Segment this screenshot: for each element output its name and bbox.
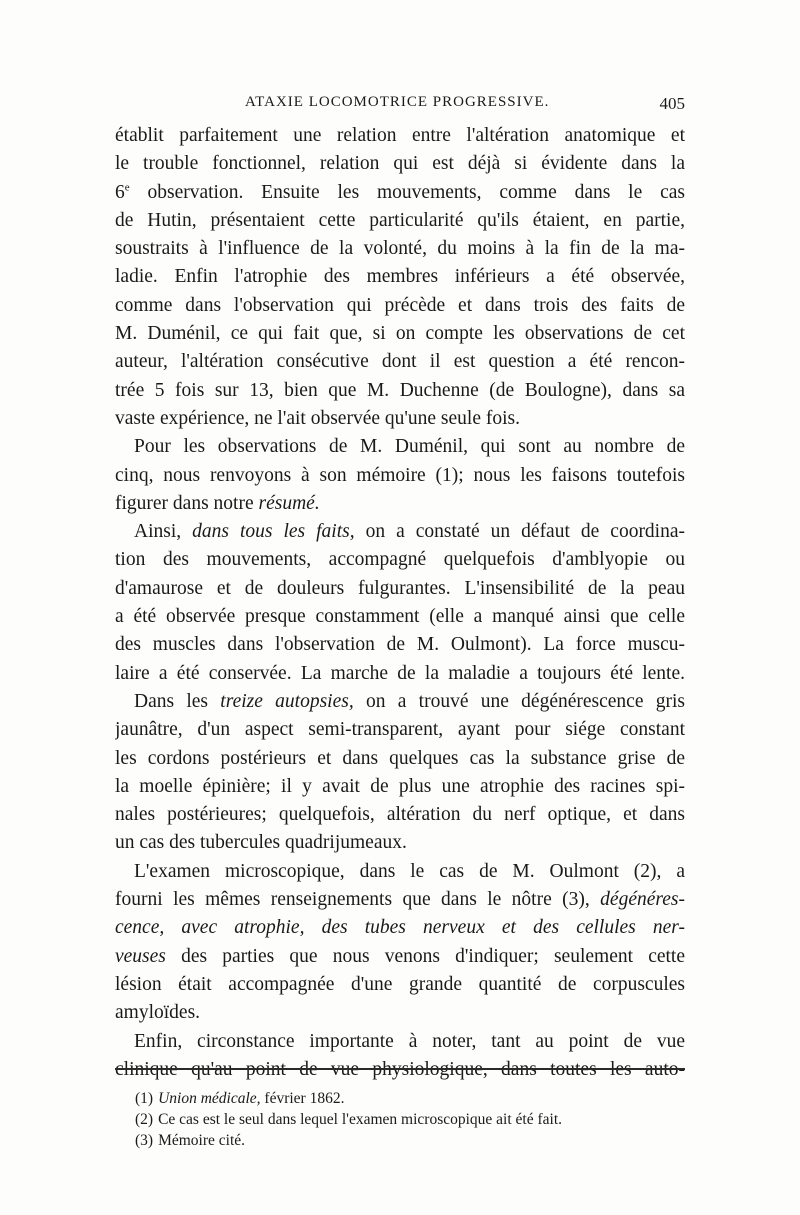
footnotes (135, 1088, 685, 1151)
text-line: M. Duménil, ce qui fait que, si on compte les observations de cet (115, 323, 685, 345)
text-line: le trouble fonctionnel, relation qui est déjà si évidente dans la (115, 153, 685, 175)
text-line: auteur, l'altération consécutive dont il est question a été rencon- (115, 351, 685, 373)
text-line: L'examen microscopique, dans le cas de M. Oulmont (2), a (134, 860, 685, 882)
text-line: soustraits à l'influence de la volonté, du moins à la fin de la ma- (115, 238, 685, 260)
text-line: établit parfaitement une relation entre l'altération anatomique et (115, 125, 685, 146)
footnote-divider (115, 1068, 685, 1070)
footnote-1: (1) Union médicale, février 1862. (135, 1090, 345, 1107)
running-head (115, 94, 685, 118)
text-line: des muscles dans l'observation de M. Oulmont). La force muscu- (115, 634, 685, 656)
text-line: nales postérieures; quelquefois, altération du nerf optique, et dans (115, 804, 685, 826)
text-line: amyloïdes. (115, 1002, 201, 1024)
footnote-3: (3) Mémoire cité. (135, 1132, 246, 1149)
text-line: tion des mouvements, accompagné quelquefois d'amblyopie ou (115, 549, 685, 571)
text-line: jaunâtre, d'un aspect semi-transparent, ayant pour siége constant (115, 719, 685, 741)
text-line: 6e observation. Ensuite les mouvements, comme dans le cas (115, 181, 685, 203)
text-line: figurer dans notre résumé. (115, 492, 320, 514)
text-line: a été observée presque constamment (elle a manqué ainsi que celle (115, 606, 685, 628)
text-line: les cordons postérieurs et dans quelques cas la substance grise de (115, 747, 685, 769)
italic-term: veuses (115, 945, 166, 967)
italic-term: treize autopsies, (220, 690, 354, 712)
text-line: trée 5 fois sur 13, bien que M. Duchenne (de Boulogne), dans sa (115, 379, 685, 401)
text-line: ladie. Enfin l'atrophie des membres inférieurs a été observée, (115, 266, 685, 288)
text-line: Dans les treize autopsies, on a trouvé une dégénérescence gris (134, 690, 685, 712)
text-line: lésion était accompagnée d'une grande quantité de corpuscules (115, 973, 685, 995)
text-line: laire a été conservée. La marche de la maladie a toujours été lente. (115, 662, 685, 684)
body-text (115, 122, 685, 1084)
italic-term: dans tous les faits, (192, 521, 355, 543)
text-line: Enfin, circonstance importante à noter, tant au point de vue (134, 1030, 685, 1052)
text-line: un cas des tubercules quadrijumeaux. (115, 832, 407, 854)
page-number: 405 (659, 94, 685, 113)
text-line: comme dans l'observation qui précède et dans trois des faits de (115, 294, 685, 316)
ordinal-superscript: e (124, 181, 130, 194)
footnote-2: (2) Ce cas est le seul dans lequel l'examen microscopique ait été fait. (135, 1111, 563, 1128)
italic-term: cence, avec atrophie, des tubes nerveux et des cellules ner- (115, 917, 685, 939)
text-line (115, 914, 685, 942)
text-line: veuses des parties que nous venons d'indiquer; seulement cette (115, 945, 685, 967)
text-line: fourni les mêmes renseignements que dans le nôtre (3), dégénéres- (115, 889, 685, 911)
text-line: vaste expérience, ne l'ait observée qu'une seule fois. (115, 407, 520, 429)
text-line: Pour les observations de M. Duménil, qui sont au nombre de (134, 436, 685, 458)
text-line: cinq, nous renvoyons à son mémoire (1); nous les faisons toutefois (115, 464, 685, 486)
italic-term: résumé. (258, 492, 320, 514)
running-title: ATAXIE LOCOMOTRICE PROGRESSIVE. (245, 94, 550, 110)
footnote-source: Union médicale, (158, 1090, 261, 1107)
text-line: Ainsi, dans tous les faits, on a constaté un défaut de coordina- (134, 521, 685, 543)
text-line: la moelle épinière; il y avait de plus une atrophie des racines spi- (115, 775, 685, 797)
text-line: clinique qu'au point de vue physiologique, dans toutes les auto- (115, 1058, 685, 1080)
text-line: d'amaurose et de douleurs fulgurantes. L'insensibilité de la peau (115, 577, 685, 599)
text-line: de Hutin, présentaient cette particularité qu'ils étaient, en partie, (115, 209, 685, 231)
italic-term: dégénéres- (600, 889, 685, 911)
